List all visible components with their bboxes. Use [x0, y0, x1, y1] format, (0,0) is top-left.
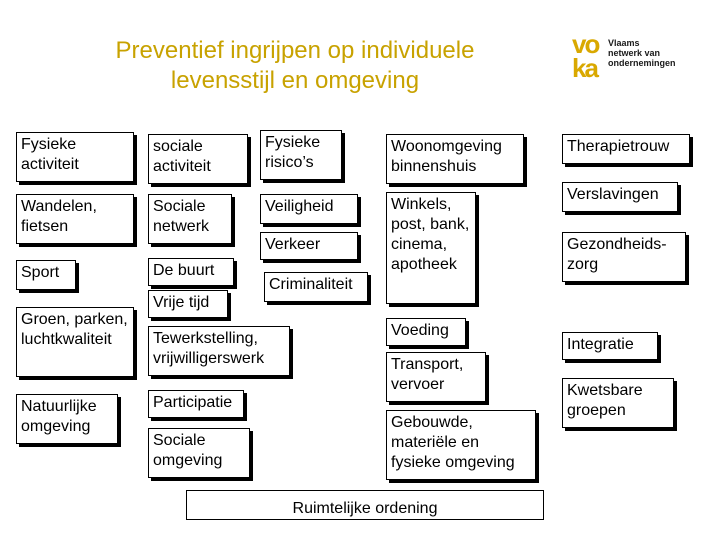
- box-label: Natuurlijke omgeving: [21, 398, 97, 435]
- box-label: Therapietrouw: [567, 138, 670, 155]
- box-sociale-omgeving: [148, 428, 250, 478]
- box-label: Verkeer: [265, 236, 321, 253]
- logo-text: [608, 38, 708, 68]
- box-woonomgeving: [386, 134, 524, 184]
- box-label: Sport: [21, 264, 60, 281]
- box-label: Voeding: [391, 322, 449, 339]
- box-label: Vrije tijd: [153, 294, 210, 311]
- title-line-1: Preventief ingrijpen op individuele: [115, 37, 475, 64]
- box-wandelen-fietsen: [16, 194, 134, 244]
- box-sport: [16, 260, 76, 290]
- box-label: Groen, parken, luchtkwaliteit: [21, 311, 128, 348]
- box-label: Integratie: [567, 336, 634, 353]
- logo-text-line-1: Vlaams: [608, 38, 640, 48]
- box-label: sociale activiteit: [153, 138, 211, 175]
- box-integratie: [562, 332, 658, 360]
- box-label: Gebouwde, materiële en fysieke omgeving: [391, 414, 515, 471]
- box-verkeer: [260, 232, 358, 260]
- logo-text-line-3: ondernemingen: [608, 58, 676, 68]
- box-label: Gezondheids-zorg: [567, 236, 667, 273]
- box-de-buurt: [148, 258, 234, 286]
- box-label: Kwetsbare groepen: [567, 382, 643, 419]
- box-veiligheid: [260, 194, 358, 224]
- box-label: Fysieke activiteit: [21, 136, 79, 173]
- box-verslavingen: [562, 182, 678, 212]
- box-label: Ruimtelijke ordening: [292, 500, 438, 517]
- box-label: Wandelen, fietsen: [21, 198, 97, 235]
- box-ruimtelijke-ordening: [186, 490, 544, 520]
- box-label: Participatie: [153, 394, 233, 411]
- title-line-2: levensstijl en omgeving: [170, 67, 420, 94]
- box-label: Woonomgeving binnenshuis: [391, 138, 502, 175]
- box-vrije-tijd: [148, 290, 228, 318]
- box-fysieke-risicos: [260, 130, 342, 180]
- box-label: Sociale omgeving: [153, 432, 223, 469]
- box-label: Sociale netwerk: [153, 198, 210, 235]
- box-label: Tewerkstelling, vrijwilligerswerk: [153, 330, 265, 367]
- box-label: Transport, vervoer: [391, 356, 464, 393]
- box-therapietrouw: [562, 134, 690, 164]
- box-label: Veiligheid: [265, 198, 334, 215]
- box-winkels: [386, 192, 476, 304]
- box-tewerkstelling: [148, 326, 290, 376]
- box-participatie: [148, 390, 244, 418]
- box-label: Criminaliteit: [269, 276, 353, 293]
- box-label: Winkels, post, bank, cinema, apotheek: [391, 196, 470, 273]
- box-kwetsbare-groepen: [562, 378, 674, 428]
- box-gebouwde-omgeving: [386, 410, 536, 480]
- box-fysieke-activiteit: [16, 132, 134, 182]
- box-criminaliteit: [264, 272, 368, 302]
- page-title: [60, 36, 530, 96]
- box-sociale-netwerk: [148, 194, 232, 244]
- box-sociale-activiteit: [148, 134, 248, 184]
- logo-text-line-2: netwerk van: [608, 48, 661, 58]
- box-label: Verslavingen: [567, 186, 659, 203]
- box-groen: [16, 307, 134, 377]
- voka-logo: vo ka: [572, 29, 599, 83]
- box-label: De buurt: [153, 262, 215, 279]
- box-transport: [386, 352, 486, 402]
- box-gezondheidszorg: [562, 232, 686, 282]
- box-label: Fysieke risico’s: [265, 134, 321, 171]
- box-voeding: [386, 318, 466, 346]
- box-natuurlijke-omgeving: [16, 394, 118, 444]
